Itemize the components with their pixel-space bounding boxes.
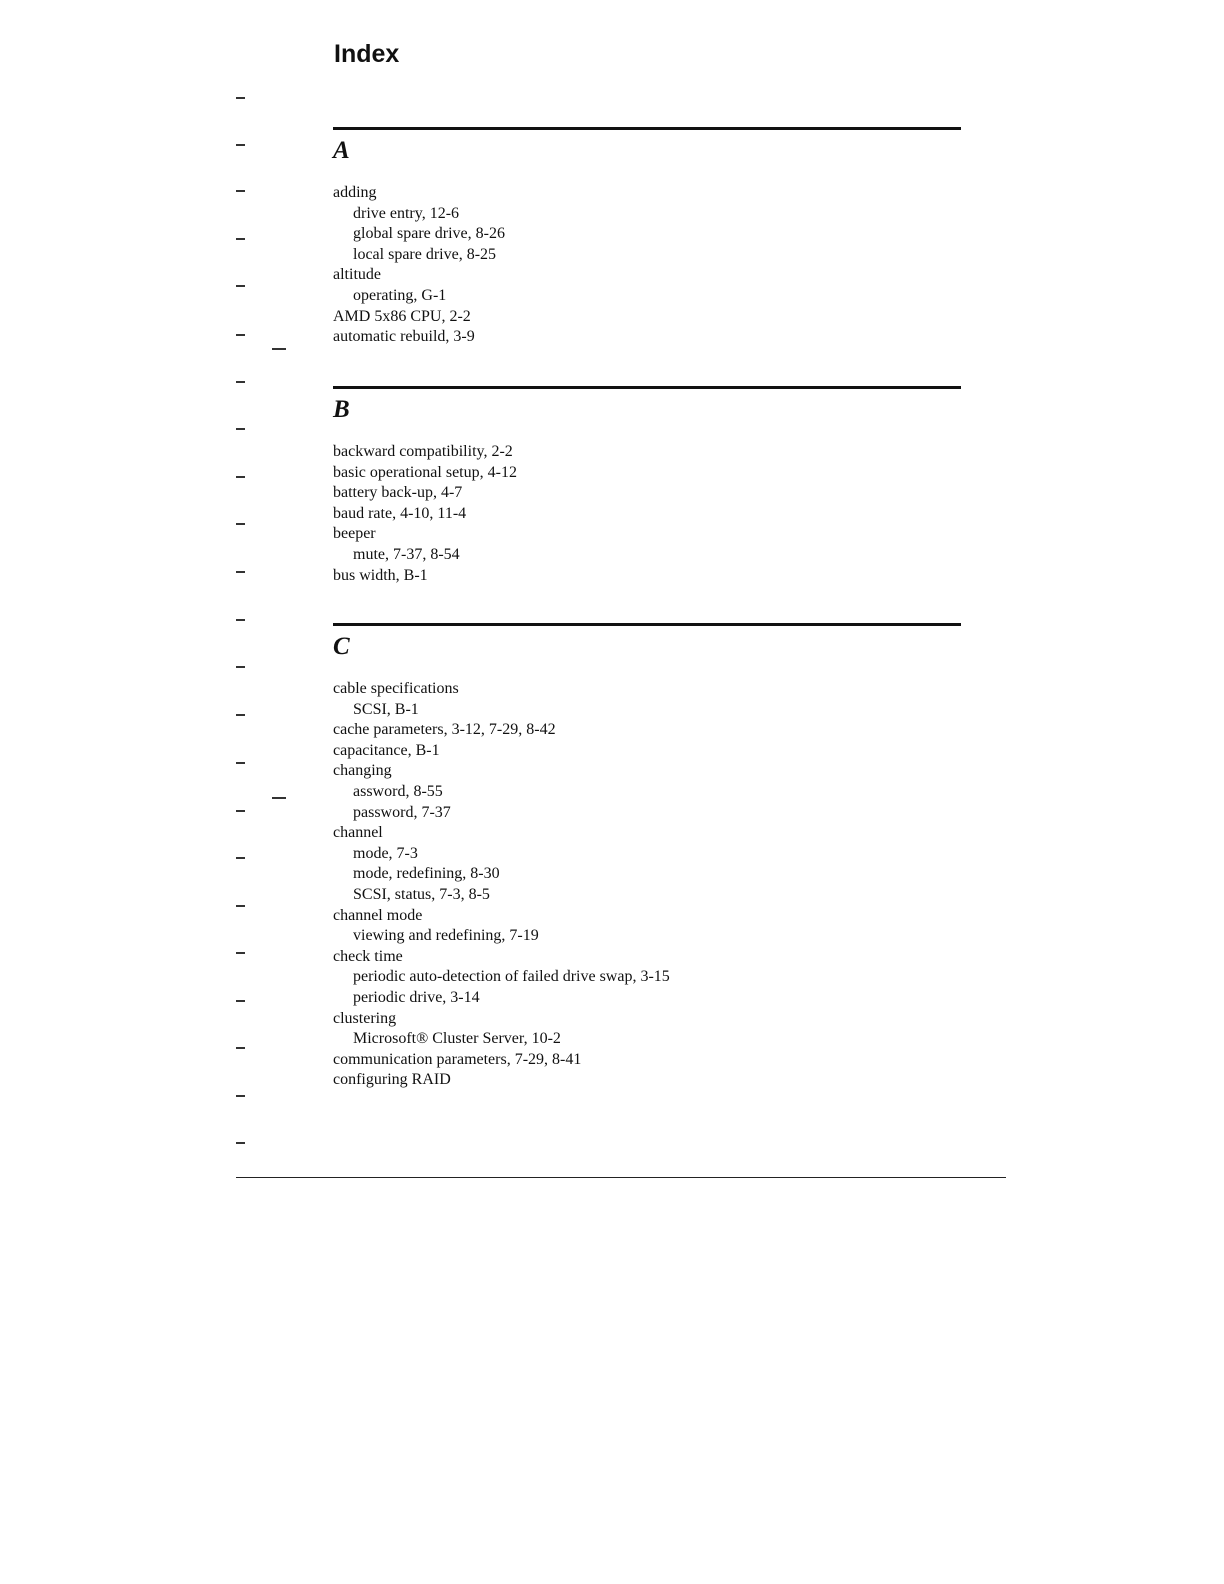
index-entry [333, 906, 961, 947]
margin-mark [236, 571, 245, 573]
section-letter: C [333, 633, 350, 660]
subentry-list [333, 844, 961, 906]
margin-mark [236, 952, 245, 954]
index-entry [333, 265, 961, 306]
index-section-a [333, 127, 961, 348]
margin-mark [236, 762, 245, 764]
index-subentry: viewing and redefining, 7-19 [353, 927, 539, 945]
margin-mark [236, 619, 245, 621]
subentry-list [333, 204, 961, 266]
index-subentry: mode, redefining, 8-30 [353, 865, 500, 883]
margin-mark [236, 428, 245, 430]
index-entry [333, 1050, 961, 1071]
index-term: baud rate, 4-10, 11-4 [333, 504, 467, 522]
index-term: battery back-up, 4-7 [333, 484, 463, 502]
index-section-b [333, 386, 961, 586]
section-rule [333, 386, 961, 389]
index-entry [333, 524, 961, 565]
index-term: altitude [333, 266, 381, 284]
index-entry [333, 720, 961, 741]
subentry-list [333, 1029, 961, 1050]
margin-mark [236, 810, 245, 812]
index-subentry: global spare drive, 8-26 [353, 225, 505, 243]
margin-mark [272, 797, 286, 799]
index-subentry: periodic auto-detection of failed drive swap, 3-15 [353, 968, 670, 986]
index-entry [333, 1070, 961, 1091]
footer-rule [236, 1177, 1006, 1178]
index-term: channel mode [333, 906, 423, 924]
margin-mark [236, 857, 245, 859]
margin-mark [236, 523, 245, 525]
margin-mark [236, 238, 245, 240]
index-subentry: operating, G-1 [353, 286, 447, 304]
index-entry [333, 947, 961, 1009]
index-subentry: mute, 7-37, 8-54 [353, 545, 460, 563]
subentry-list [333, 967, 961, 1008]
margin-mark [236, 905, 245, 907]
index-subentry: Microsoft® Cluster Server, 10-2 [353, 1030, 561, 1048]
margin-mark [236, 476, 245, 478]
index-term: changing [333, 762, 392, 780]
margin-mark [236, 1142, 245, 1144]
index-term: communication parameters, 7-29, 8-41 [333, 1050, 582, 1068]
index-subentry: local spare drive, 8-25 [353, 245, 497, 263]
index-subentry: assword, 8-55 [353, 782, 443, 800]
subentry-list [333, 545, 961, 566]
margin-mark [236, 381, 245, 383]
index-term: AMD 5x86 CPU, 2-2 [333, 307, 471, 325]
index-term: capacitance, B-1 [333, 741, 440, 759]
margin-mark [236, 1047, 245, 1049]
margin-mark [236, 1095, 245, 1097]
index-entry [333, 442, 961, 463]
subentry-list [333, 926, 961, 947]
index-term: channel [333, 824, 383, 842]
index-term: automatic rebuild, 3-9 [333, 328, 475, 346]
index-entry [333, 761, 961, 823]
index-section-c [333, 623, 961, 1091]
index-term: configuring RAID [333, 1071, 451, 1089]
index-subentry: password, 7-37 [353, 803, 451, 821]
index-entry [333, 183, 961, 265]
index-entry [333, 504, 961, 525]
margin-mark [236, 666, 245, 668]
margin-mark [236, 97, 245, 99]
section-letter: A [333, 137, 350, 164]
page-title: Index [334, 40, 400, 68]
entry-list [333, 679, 961, 1091]
subentry-list [333, 700, 961, 721]
index-entry [333, 566, 961, 587]
margin-mark [236, 1000, 245, 1002]
index-term: clustering [333, 1009, 397, 1027]
margin-mark [236, 190, 245, 192]
margin-mark [236, 334, 245, 336]
margin-mark [272, 348, 286, 350]
entry-list [333, 183, 961, 348]
section-letter: B [333, 396, 350, 423]
index-entry [333, 327, 961, 348]
index-entry [333, 307, 961, 328]
index-term: cache parameters, 3-12, 7-29, 8-42 [333, 721, 556, 739]
index-term: adding [333, 184, 377, 201]
index-entry [333, 1009, 961, 1050]
margin-mark [236, 144, 245, 146]
index-entry [333, 483, 961, 504]
index-entry [333, 741, 961, 762]
index-subentry: mode, 7-3 [353, 844, 418, 862]
index-subentry: SCSI, status, 7-3, 8-5 [353, 885, 490, 903]
index-term: bus width, B-1 [333, 566, 428, 584]
index-subentry: periodic drive, 3-14 [353, 988, 480, 1006]
subentry-list [333, 286, 961, 307]
index-subentry: SCSI, B-1 [353, 700, 419, 718]
index-term: backward compatibility, 2-2 [333, 443, 513, 460]
section-rule [333, 127, 961, 130]
index-entry [333, 679, 961, 720]
index-entry [333, 823, 961, 905]
margin-mark [236, 285, 245, 287]
margin-mark [236, 714, 245, 716]
index-term: check time [333, 947, 403, 965]
subentry-list [333, 782, 961, 823]
index-entry [333, 463, 961, 484]
index-term: beeper [333, 525, 376, 543]
index-term: basic operational setup, 4-12 [333, 463, 517, 481]
index-term: cable specifications [333, 680, 459, 697]
entry-list [333, 442, 961, 586]
section-rule [333, 623, 961, 626]
index-subentry: drive entry, 12-6 [353, 204, 460, 222]
